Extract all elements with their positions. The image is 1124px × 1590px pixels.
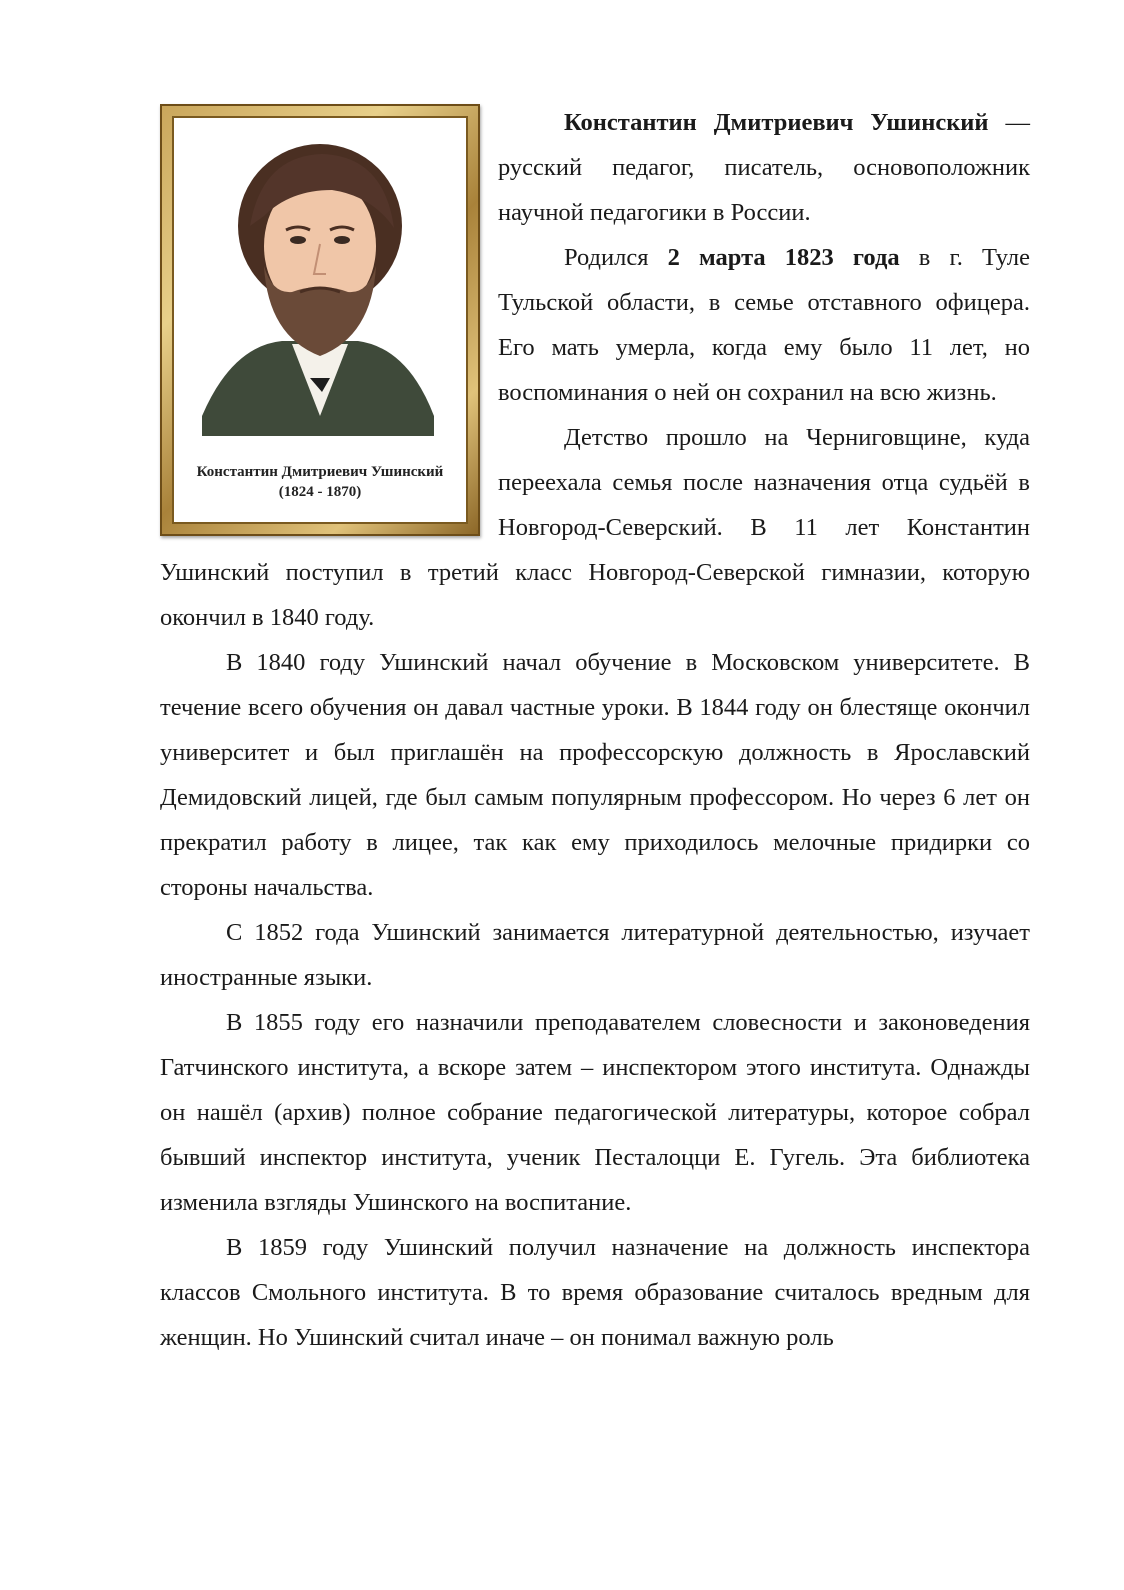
portrait-caption-years: (1824 - 1870) (278, 484, 362, 500)
birth-date: 2 марта 1823 года (667, 244, 900, 271)
paragraph-university: В 1840 году Ушинский начал обучение в Московском университете. В течение всего обучения он давал частные уроки. В 1844 году он блестяще окончил университет и был приглашён на профессорскую должность в Ярославский Демидовский лицей, где был самым популярным профессором. Но через 6 лет он прекратил работу в лицее, так как ему приходилось мелочные придирки со стороны начальства. (160, 649, 1030, 901)
paragraph-gatchina: В 1855 году его назначили преподавателем словесности и законоведения Гатчинского института, а вскоре затем – инспектором этого института. Однажды он нашёл (архив) полное собрание педагогической литературы, которое собрал бывший инспектор института, ученик Песталоцци Е. Гугель. Эта библиотека изменила взгляды Ушинского на воспитание. (160, 1009, 1030, 1216)
paragraph-literary: С 1852 года Ушинский занимается литературной деятельностью, изучает иностранные языки. (160, 919, 1030, 991)
portrait-caption-name: Константин Дмитриевич Ушинский (196, 464, 444, 480)
subject-name: Константин Дмитриевич Ушинский (564, 109, 989, 136)
birth-pre: Родился (564, 244, 668, 271)
portrait-frame (160, 104, 480, 536)
portrait-caption (172, 462, 468, 502)
birth-post: в г. Туле Тульской области, в семье отставного офицера. Его мать умерла, когда ему было 11 лет, но воспоминания о ней он сохранил на всю жизнь. (498, 244, 1030, 406)
portrait-image (172, 116, 468, 524)
intro-text: — русский педагог, писатель, основоположник научной педагогики в России. (498, 109, 1030, 226)
paragraph-childhood: Детство прошло на Черниговщине, куда переехала семья после назначения отца судьёй в Новгород-Северский. В 11 лет Константин Ушинский поступил в третий класс Новгород-Северской гимназии, которую окончил в 1840 году. (160, 424, 1030, 631)
document-page (160, 100, 1030, 1360)
paragraph-smolny: В 1859 году Ушинский получил назначение на должность инспектора классов Смольного института. В то время образование считалось вредным для женщин. Но Ушинский считал иначе – он понимал важную роль (160, 1234, 1030, 1351)
